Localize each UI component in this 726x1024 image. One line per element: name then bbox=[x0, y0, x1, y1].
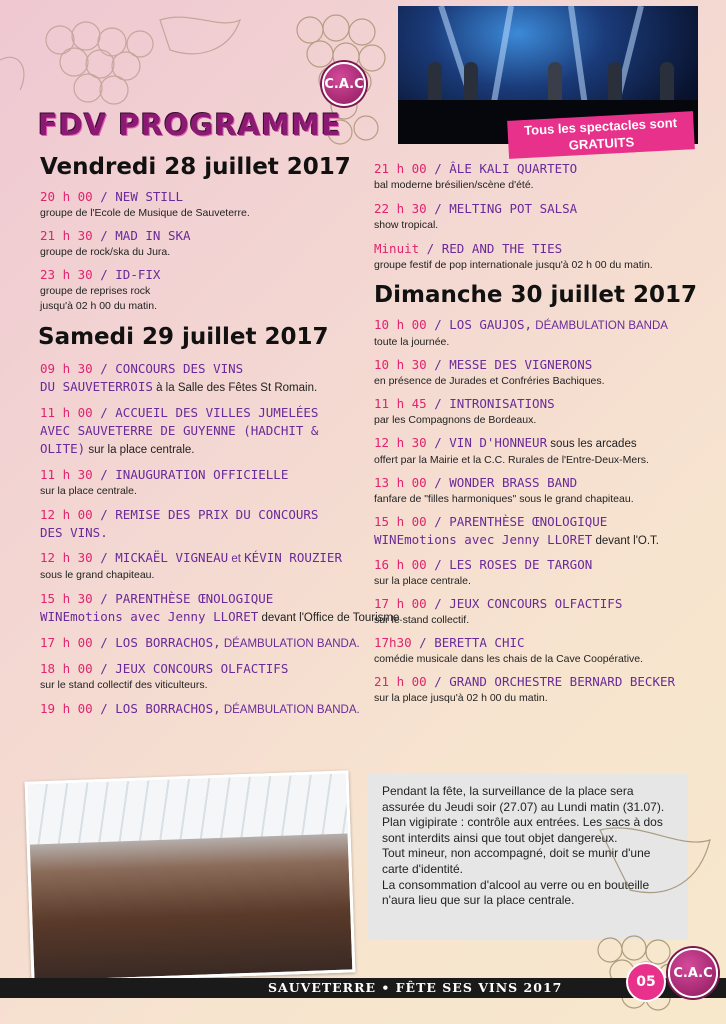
event-name: JEUX CONCOURS OLFACTIFS bbox=[449, 596, 623, 611]
event-time: 18 h 00 bbox=[40, 661, 93, 676]
event-heading bbox=[40, 549, 370, 568]
event-heading bbox=[40, 700, 370, 719]
event-location: sur la place centrale. bbox=[85, 444, 195, 456]
event-name: LOS GAUJOS, bbox=[449, 317, 533, 332]
day-heading-sunday: Dimanche 30 juillet 2017 bbox=[374, 282, 697, 308]
separator: / bbox=[92, 701, 116, 716]
event-item bbox=[374, 160, 714, 193]
event-name: ÂLE KALI QUARTETO bbox=[449, 161, 578, 176]
event-heading bbox=[40, 660, 370, 678]
event-time: 21 h 30 bbox=[40, 228, 93, 243]
event-heading bbox=[40, 378, 370, 397]
event-heading bbox=[374, 356, 714, 374]
event-description: offert par la Mairie et la C.C. Rurales de l'Entre-Deux-Mers. bbox=[374, 454, 649, 466]
event-item bbox=[40, 404, 370, 459]
event-time: 17h30 bbox=[374, 635, 412, 650]
event-name: VIN D'HONNEUR bbox=[449, 435, 548, 450]
event-description: sur le stand collectif. bbox=[374, 614, 470, 626]
event-name: JEUX CONCOURS OLFACTIFS bbox=[115, 661, 289, 676]
notice-line: Tout mineur, non accompagné, doit se munir d'une carte d'identité. bbox=[382, 846, 651, 876]
event-name: LES ROSES DE TARGON bbox=[449, 557, 593, 572]
event-item bbox=[40, 549, 370, 583]
event-time: 22 h 30 bbox=[374, 201, 427, 216]
separator: / bbox=[92, 228, 116, 243]
event-item bbox=[374, 434, 714, 468]
event-time: 12 h 30 bbox=[40, 550, 93, 565]
event-item bbox=[374, 634, 714, 667]
event-name: MESSE DES VIGNERONS bbox=[449, 357, 593, 372]
separator: / bbox=[426, 596, 450, 611]
separator: / bbox=[92, 467, 116, 482]
event-time: 19 h 00 bbox=[40, 701, 93, 716]
event-item bbox=[40, 506, 370, 542]
event-location: sous les arcades bbox=[547, 438, 637, 450]
event-name: CONCOURS DES VINS bbox=[115, 361, 244, 376]
event-heading bbox=[40, 404, 370, 422]
event-item bbox=[40, 188, 370, 221]
event-time: 20 h 00 bbox=[40, 189, 93, 204]
event-item bbox=[40, 700, 370, 719]
event-name: RED AND THE TIES bbox=[441, 241, 563, 256]
separator: / bbox=[426, 201, 450, 216]
page-title: FDV PROGRAMME bbox=[38, 108, 342, 142]
footer-text: SAUVETERRE • FÊTE SES VINS 2017 bbox=[268, 980, 563, 995]
separator: / bbox=[92, 267, 116, 282]
event-heading bbox=[374, 595, 714, 613]
event-subtitle: DÉAMBULATION BANDA. bbox=[220, 638, 360, 650]
event-time: 10 h 00 bbox=[374, 317, 427, 332]
event-description: fanfare de "filles harmoniques" sous le grand chapiteau. bbox=[374, 493, 634, 505]
event-heading bbox=[40, 506, 370, 524]
day-heading-saturday: Samedi 29 juillet 2017 bbox=[38, 324, 329, 350]
event-time: 21 h 00 bbox=[374, 161, 427, 176]
event-heading bbox=[374, 316, 714, 335]
event-name: AVEC SAUVETERRE DE GUYENNE (HADCHIT & bbox=[40, 423, 319, 438]
event-heading bbox=[374, 240, 714, 258]
event-location: devant l'O.T. bbox=[592, 535, 660, 547]
event-heading bbox=[40, 227, 370, 245]
separator: / bbox=[426, 161, 450, 176]
event-item bbox=[374, 513, 714, 550]
separator: / bbox=[92, 661, 116, 676]
separator: / bbox=[92, 361, 116, 376]
event-heading bbox=[40, 360, 370, 378]
event-name: INAUGURATION OFFICIELLE bbox=[115, 467, 289, 482]
event-time: 15 h 00 bbox=[374, 514, 427, 529]
friday-events bbox=[40, 188, 370, 314]
notice-line: La consommation d'alcool au verre ou en bouteille n'aura lieu que sur la place centrale. bbox=[382, 877, 650, 908]
event-time: 17 h 00 bbox=[40, 635, 93, 650]
footer-bar bbox=[0, 978, 726, 998]
notice-line: Plan vigipirate : contrôle aux entrées. Les sacs à dos sont interdits ainsi que tout objet dangereux. bbox=[382, 815, 663, 845]
event-subtitle: DÉAMBULATION BANDA bbox=[532, 320, 668, 332]
event-name: DU SAUVETERROIS bbox=[40, 379, 153, 394]
separator: / bbox=[411, 635, 435, 650]
event-description: groupe de l'Ecole de Musique de Sauveterre. bbox=[40, 207, 250, 219]
event-time: 17 h 00 bbox=[374, 596, 427, 611]
event-time: 15 h 30 bbox=[40, 591, 93, 606]
separator: / bbox=[426, 514, 450, 529]
event-heading bbox=[374, 556, 714, 574]
event-description: par les Compagnons de Bordeaux. bbox=[374, 414, 537, 426]
event-name: LOS BORRACHOS, bbox=[115, 635, 221, 650]
event-item bbox=[40, 360, 370, 397]
event-name: LOS BORRACHOS, bbox=[115, 701, 221, 716]
separator: / bbox=[92, 591, 116, 606]
separator: / bbox=[426, 396, 450, 411]
separator: / bbox=[426, 557, 450, 572]
event-time: 21 h 00 bbox=[374, 674, 427, 689]
event-description: sur la place jusqu'à 02 h 00 du matin. bbox=[374, 692, 548, 704]
day-heading-friday: Vendredi 28 juillet 2017 bbox=[40, 154, 351, 180]
event-description: show tropical. bbox=[374, 219, 439, 231]
event-item bbox=[374, 474, 714, 507]
separator: / bbox=[426, 357, 450, 372]
event-name: MAD IN SKA bbox=[115, 228, 191, 243]
event-item bbox=[374, 356, 714, 389]
event-heading bbox=[374, 673, 714, 691]
event-heading bbox=[40, 188, 370, 206]
event-name: KÉVIN ROUZIER bbox=[244, 550, 342, 565]
event-heading bbox=[374, 395, 714, 413]
event-item bbox=[40, 227, 370, 260]
event-location: devant l'Office de Tourisme. bbox=[258, 612, 403, 624]
separator: / bbox=[419, 241, 442, 256]
crowd-photo bbox=[25, 770, 356, 983]
event-time: 11 h 45 bbox=[374, 396, 427, 411]
event-description: groupe festif de pop internationale jusqu'à 02 h 00 du matin. bbox=[374, 259, 653, 271]
event-item bbox=[40, 660, 370, 693]
event-item bbox=[374, 200, 714, 233]
separator: / bbox=[92, 635, 116, 650]
separator: / bbox=[92, 507, 116, 522]
separator: / bbox=[426, 317, 450, 332]
right-column bbox=[374, 160, 714, 712]
event-heading bbox=[40, 466, 370, 484]
event-heading bbox=[374, 160, 714, 178]
event-name: GRAND ORCHESTRE BERNARD BECKER bbox=[449, 674, 676, 689]
event-time: 12 h 00 bbox=[40, 507, 93, 522]
event-name: MICKAËL VIGNEAU bbox=[115, 550, 229, 565]
event-description: sous le grand chapiteau. bbox=[40, 569, 155, 581]
event-item bbox=[40, 634, 370, 653]
event-time: 12 h 30 bbox=[374, 435, 427, 450]
saturday-evening-events bbox=[374, 160, 714, 273]
event-item bbox=[374, 316, 714, 350]
page-number: 05 bbox=[626, 962, 666, 1002]
event-heading bbox=[40, 422, 370, 440]
event-subtitle: DÉAMBULATION BANDA. bbox=[220, 704, 360, 716]
event-name: BERETTA CHIC bbox=[434, 635, 525, 650]
event-description: jusqu'à 02 h 00 du matin. bbox=[40, 300, 158, 312]
event-item bbox=[374, 556, 714, 589]
event-item bbox=[374, 240, 714, 273]
event-time: 11 h 30 bbox=[40, 467, 93, 482]
event-description: comédie musicale dans les chais de la Cave Coopérative. bbox=[374, 653, 644, 665]
event-item bbox=[374, 395, 714, 428]
event-item bbox=[374, 595, 714, 628]
event-heading bbox=[40, 634, 370, 653]
event-name: WONDER BRASS BAND bbox=[449, 475, 578, 490]
event-connector: et bbox=[228, 553, 245, 565]
event-description: groupe de rock/ska du Jura. bbox=[40, 246, 171, 258]
event-item bbox=[40, 266, 370, 314]
event-time: 23 h 30 bbox=[40, 267, 93, 282]
event-heading bbox=[40, 266, 370, 284]
event-heading bbox=[374, 531, 714, 550]
event-heading bbox=[40, 524, 370, 542]
cac-logo: C.A.C bbox=[322, 62, 366, 106]
event-name: MELTING POT SALSA bbox=[449, 201, 578, 216]
event-name: ID-FIX bbox=[115, 267, 161, 282]
event-description: sur la place centrale. bbox=[40, 485, 137, 497]
event-name: INTRONISATIONS bbox=[449, 396, 555, 411]
event-heading bbox=[374, 513, 714, 531]
event-time: Minuit bbox=[374, 241, 420, 256]
event-time: 11 h 00 bbox=[40, 405, 93, 420]
separator: / bbox=[92, 189, 116, 204]
event-description: toute la journée. bbox=[374, 336, 450, 348]
event-description: bal moderne brésilien/scène d'été. bbox=[374, 179, 534, 191]
event-heading bbox=[374, 634, 714, 652]
event-description: sur le stand collectif des viticulteurs. bbox=[40, 679, 208, 691]
event-heading bbox=[374, 200, 714, 218]
event-heading bbox=[374, 434, 714, 453]
notice-line: Pendant la fête, la surveillance de la place sera assurée du Jeudi soir (27.07) au Lundi matin (31.07). bbox=[382, 784, 665, 814]
event-name: OLITE) bbox=[40, 441, 86, 456]
event-heading bbox=[374, 474, 714, 492]
event-item bbox=[374, 673, 714, 706]
event-location: à la Salle des Fêtes St Romain. bbox=[152, 382, 318, 394]
event-name: PARENTHÈSE ŒNOLOGIQUE bbox=[449, 514, 608, 529]
separator: / bbox=[92, 405, 116, 420]
sunday-events bbox=[374, 316, 714, 706]
event-time: 13 h 00 bbox=[374, 475, 427, 490]
event-name: WINEmotions avec Jenny LLORET bbox=[40, 609, 259, 624]
event-description: groupe de reprises rock bbox=[40, 285, 151, 297]
event-description: en présence de Jurades et Confréries Bachiques. bbox=[374, 375, 605, 387]
event-time: 10 h 30 bbox=[374, 357, 427, 372]
event-name: WINEmotions avec Jenny LLORET bbox=[374, 532, 593, 547]
free-shows-badge: Tous les spectacles sont GRATUITS bbox=[507, 111, 695, 159]
event-description: sur la place centrale. bbox=[374, 575, 471, 587]
event-time: 16 h 00 bbox=[374, 557, 427, 572]
event-name: DES VINS. bbox=[40, 525, 108, 540]
event-name: PARENTHÈSE ŒNOLOGIQUE bbox=[115, 591, 274, 606]
event-name: NEW STILL bbox=[115, 189, 183, 204]
cac-logo-footer: C.A.C bbox=[668, 948, 718, 998]
separator: / bbox=[92, 550, 116, 565]
separator: / bbox=[426, 674, 450, 689]
event-heading bbox=[40, 608, 403, 627]
event-heading bbox=[40, 590, 370, 608]
event-name: ACCUEIL DES VILLES JUMELÉES bbox=[115, 405, 319, 420]
event-item bbox=[40, 466, 370, 499]
event-heading bbox=[40, 440, 370, 459]
separator: / bbox=[426, 475, 450, 490]
event-time: 09 h 30 bbox=[40, 361, 93, 376]
separator: / bbox=[426, 435, 450, 450]
event-name: REMISE DES PRIX DU CONCOURS bbox=[115, 507, 319, 522]
